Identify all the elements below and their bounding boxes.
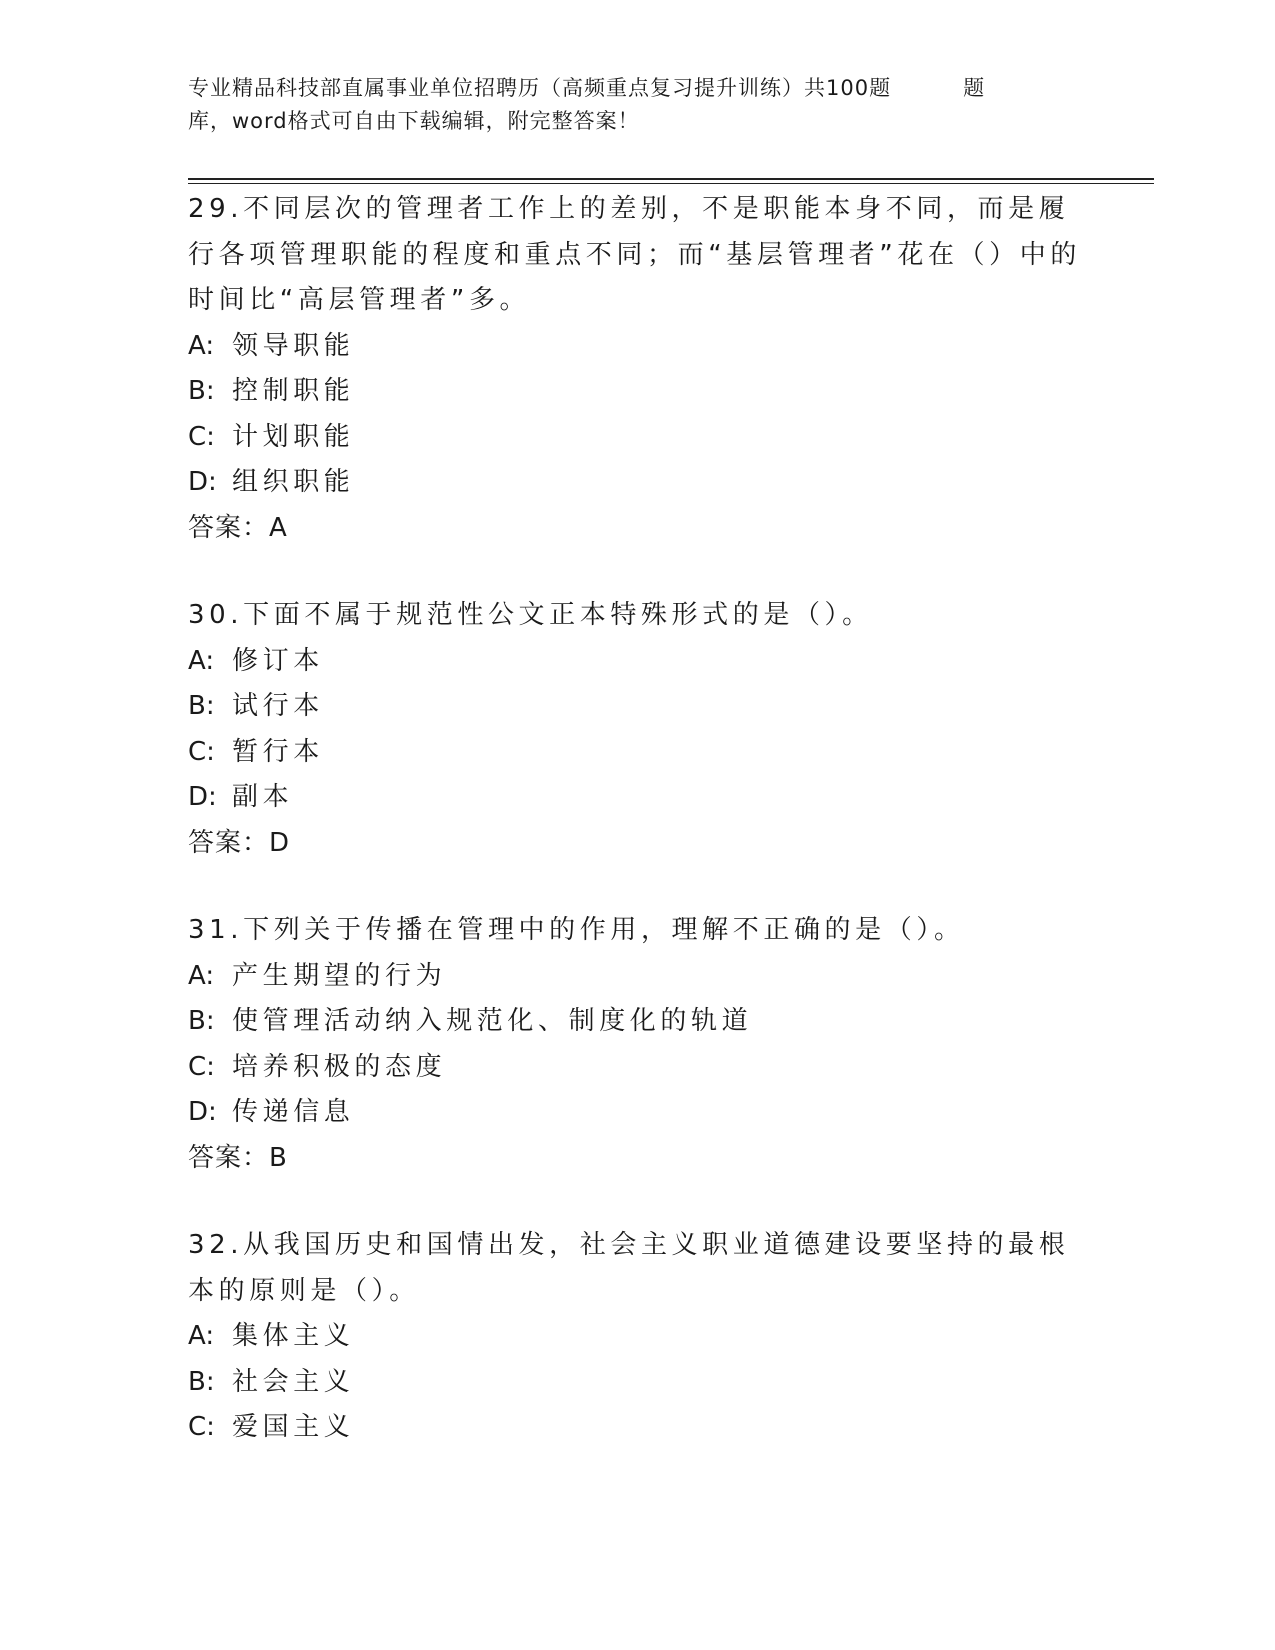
header-line-2: 库，word格式可自由下载编辑，附完整答案！ <box>188 109 640 133</box>
option-letter: D: <box>188 1097 217 1127</box>
option-text: 组织职能 <box>232 467 355 497</box>
option-c <box>188 415 1088 461</box>
option-text: 传递信息 <box>232 1097 355 1127</box>
option-a <box>188 639 1088 685</box>
option-letter: D: <box>188 467 217 497</box>
option-letter: B: <box>188 1006 215 1036</box>
option-text: 产生期望的行为 <box>232 960 447 991</box>
option-text: 集体主义 <box>232 1321 355 1351</box>
option-text: 计划职能 <box>232 421 355 452</box>
option-letter: C: <box>188 1412 215 1442</box>
option-text: 修订本 <box>232 645 324 676</box>
option-text: 暂行本 <box>232 736 324 767</box>
option-letter: D: <box>188 782 217 812</box>
question-text: 32.从我国历史和国情出发，社会主义职业道德建设要坚持的最根本的原则是（）。 <box>188 1230 1070 1306</box>
option-text: 试行本 <box>232 691 324 721</box>
header-line-1 <box>188 72 1088 105</box>
question-29 <box>188 187 1088 551</box>
option-a <box>188 954 1088 1000</box>
option-a <box>188 1314 1088 1360</box>
question-32 <box>188 1223 1088 1451</box>
option-b <box>188 1360 1088 1406</box>
option-d <box>188 460 1088 506</box>
option-letter: B: <box>188 1366 215 1397</box>
header-divider <box>188 178 1154 184</box>
option-c <box>188 730 1088 776</box>
option-letter: C: <box>188 421 215 452</box>
option-letter: B: <box>188 691 215 721</box>
answer-label: 答案：D <box>188 827 291 858</box>
option-text: 控制职能 <box>232 376 355 406</box>
option-text: 使管理活动纳入规范化、制度化的轨道 <box>232 1006 753 1036</box>
option-letter: B: <box>188 376 215 406</box>
answer-label: 答案：A <box>188 512 288 543</box>
option-letter: C: <box>188 1051 215 1082</box>
question-text: 29.不同层次的管理者工作上的差别，不是职能本身不同，而是履行各项管理职能的程度和重点不同；而“基层管理者”花在（）中的时间比“高层管理者”多。 <box>188 194 1081 315</box>
option-b <box>188 684 1088 730</box>
header-title-tail: 题 <box>963 76 986 100</box>
question-text: 31.下列关于传播在管理中的作用，理解不正确的是（）。 <box>188 915 965 945</box>
option-a <box>188 324 1088 370</box>
option-b <box>188 999 1088 1045</box>
option-letter: A: <box>188 960 215 991</box>
document-header <box>188 72 1088 138</box>
option-letter: A: <box>188 1321 215 1351</box>
option-text: 培养积极的态度 <box>232 1051 447 1082</box>
option-letter: A: <box>188 645 215 676</box>
option-letter: A: <box>188 330 215 361</box>
option-b <box>188 369 1088 415</box>
option-text: 社会主义 <box>232 1366 355 1397</box>
option-letter: C: <box>188 736 215 767</box>
option-d <box>188 1090 1088 1136</box>
option-text: 副本 <box>232 782 294 812</box>
option-c <box>188 1405 1088 1451</box>
option-d <box>188 775 1088 821</box>
option-text: 领导职能 <box>232 330 355 361</box>
question-31 <box>188 908 1088 1181</box>
question-text: 30.下面不属于规范性公文正本特殊形式的是（）。 <box>188 600 873 630</box>
header-title: 专业精品科技部直属事业单位招聘历（高频重点复习提升训练）共100题 <box>188 76 892 100</box>
question-list <box>188 187 1088 1493</box>
answer-label: 答案：B <box>188 1142 288 1173</box>
option-c <box>188 1045 1088 1091</box>
question-30 <box>188 593 1088 866</box>
option-text: 爱国主义 <box>232 1412 355 1442</box>
